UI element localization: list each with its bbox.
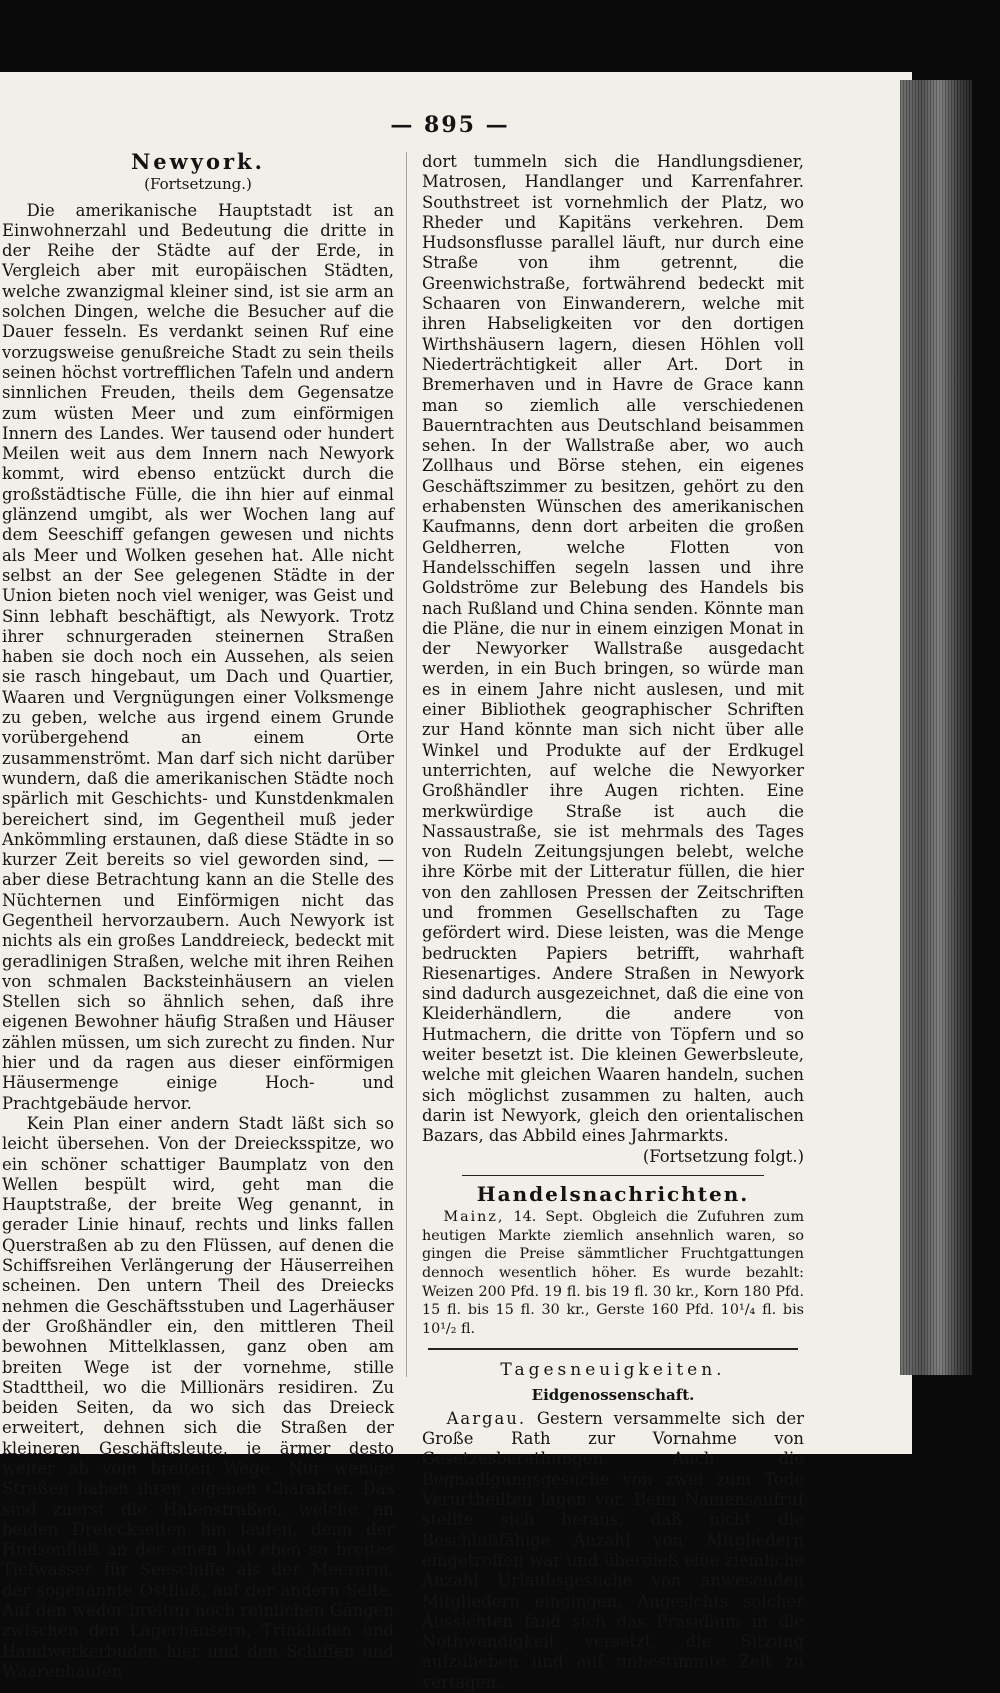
article-continued-note: (Fortsetzung folgt.) <box>642 1146 804 1166</box>
market-news-body <box>422 1208 804 1338</box>
section-rule <box>462 1175 764 1176</box>
market-news-text: 14. Sept. Obgleich die Zufuhren zum heutigen Markte ziemlich ansehnlich waren, so gingen die Preise sämmtlicher Fruchtgattungen dennoch wesentlich höher. Es wurde bezahlt: Weizen 200 Pfd. 19 fl. bis 19 fl. 30 kr., Korn 180 Pfd. 15 fl. bis 15 fl. 30 kr., Gerste 160 Pfd. 10¹/₄ fl. bis 10¹/₂ fl. <box>422 1209 805 1337</box>
daily-news-body <box>422 1409 804 1693</box>
daily-news-subsection: Eidgenossenschaft. <box>531 1385 695 1404</box>
article-paragraph-1: Die amerikanische Hauptstadt ist an Einwohnerzahl und Bedeutung die dritte in der Reihe der Städte auf der Erde, in Vergleich aber mit europäischen Städten, welche zwanzigmal kleiner sind, ist sie arm an solchen Dingen, welche die Besucher auf die Dauer fesseln. Es verdankt seinen Ruf eine vorzugsweise genußreiche Stadt zu sein theils seinen höchst vortrefflichen Tafeln und andern sinnlichen Freuden, theils dem Gegensatze zum wüsten Meer und zum einförmigen Innern des Landes. Wer tausend oder hundert Meilen weit aus dem Innern nach Newyork kommt, wird ebenso entzückt durch die großstädtische Fülle, die ihn hier auf einmal glänzend umgibt, als wer Wochen lang auf dem Seeschiff gefangen gewesen und nichts als Meer und Wolken gesehen hat. Alle nicht selbst an der See gelegenen Städte in der Union bieten noch viel weniger, was Geist und Sinn lebhaft beschäftigt, als Newyork. Trotz ihrer schnurgeraden steinernen Straßen haben sie doch noch ein Aussehen, als seien sie rasch hingebaut, um Dach und Quartier, Waaren und Vergnügungen einer Volksmenge zu geben, welche aus irgend einem Grunde vorübergehend an einem Orte zusammenströmt. Man darf sich nicht darüber wundern, daß die amerikanischen Städte noch spärlich mit Geschichts- und Kunstdenkmalen bereichert sind, im Gegentheil muß jeder Ankömmling erstaunen, daß diese Städte in so kurzer Zeit bereits so viel geworden sind, — aber diese Betrachtung kann an die Stelle des Nüchternen und Einförmigen nicht das Gegentheil hervorzaubern. Auch Newyork ist nichts als ein großes Landdreieck, bedeckt mit geradlinigen Straßen, welche mit ihren Reihen von schmalen Backsteinhäusern an vielen Stellen sich so ähnlich sehen, daß ihre eigenen Bewohner häufig Straßen und Häuser zählen müssen, um sich zurecht zu finden. Nur hier und da ragen aus dieser einförmigen Häusermenge einige Hoch- und Prachtgebäude hervor. <box>2 200 394 1113</box>
daily-news-place: Aargau. <box>446 1408 527 1428</box>
left-column <box>2 149 394 1682</box>
article-paragraph-3: dort tummeln sich die Handlungsdiener, Matrosen, Handlanger und Karrenfahrer. Southstreet ist vornehmlich der Platz, wo Rheder und Kapitäns verkehren. Dem Hudsonsflusse parallel läuft, nur durch eine Straße von ihm getrennt, die Greenwichstraße, fortwährend bedeckt mit Schaaren von Einwanderern, welche mit ihren Habseligkeiten vor den dortigen Wirthshäusern lagern, diesen Höhlen voll Niederträchtigkeit aller Art. Dort in Bremerhaven und in Havre de Grace kann man so ziemlich alle verschiedenen Bauerntrachten aus Deutschland beisammen sehen. In der Wallstraße aber, wo auch Zollhaus und Börse stehen, ein eigenes Geschäftszimmer zu besitzen, gehört zu den erhabensten Wünschen des amerikanischen Kaufmanns, denn dort arbeiten die großen Geldherren, welche Flotten von Handelsschiffen segeln lassen und ihre Goldströme zur Belebung des Handels bis nach Rußland und China senden. Könnte man die Pläne, die nur in einem einzigen Monat in der Newyorker Wallstraße ausgedacht werden, in ein Buch bringen, so würde man es in einem Jahre nicht auslesen, und mit einer Bibliothek geographischer Schriften zur Hand könnte man sich nicht über alle Winkel und Produkte auf der Erdkugel unterrichten, auf welche die Newyorker Großhändler ihre Augen richten. Eine merkwürdige Straße ist auch die Nassaustraße, sie ist mehrmals des Tages von Rudeln Zeitungsjungen belebt, welche ihre Körbe mit der Litteratur füllen, die hier von den zahllosen Pressen der Zeitschriften und frommen Gesellschaften zu Tage gefördert wird. Diese leisten, was die Menge bedruckten Papiers betrifft, wahrhaft Riesenartiges. Andere Straßen in Newyork sind dadurch ausgezeichnet, daß die eine von Kleiderhändlern, die andere von Hutmachern, die dritte von Töpfern und so weiter besetzt ist. Die kleinen Gewerbsleute, welche mit gleichen Waaren handeln, suchen sich möglichst zusammen zu halten, auch darin ist Newyork, gleich den orientalischen Bazars, das Abbild eines Jahrmarkts. <box>422 152 804 1146</box>
right-column <box>422 152 804 1693</box>
column-divider <box>406 152 407 1377</box>
market-news-title: Handelsnachrichten. <box>476 1181 750 1206</box>
daily-news-text: Gestern versammelte sich der Große Rath zur Vornahme von Gesetzesberathungen. Auch die Begnadigungsgesuche von zwei zum Tode Verurtheilten lagen vor. Beim Namensaufruf stellte sich heraus, daß nicht die Beschlußfähige Anzahl von Mitgliedern eingetroffen war und überdieß eine ziemliche Anzahl Urlaubsgesuche von anwesenden Mitgliedern eingingen. Angesichts solcher Aussichten fand sich das Präsidium in die Nothwendigkeit versetzt, die Sitzung aufzuheben und auf unbestimmte Zeit zu vertagen. <box>422 1408 804 1692</box>
article-subtitle: (Fortsetzung.) <box>144 175 252 194</box>
article-paragraph-2: Kein Plan einer andern Stadt läßt sich so leicht übersehen. Von der Dreiecksspitze, wo ein schöner schattiger Baumplatz von den Wellen bespült wird, geht man die Hauptstraße, der breite Weg genannt, in gerader Linie hinauf, rechts und links fallen Querstraßen ab zu den Flüssen, auf denen die Schiffsreihen Verlängerung der Häuserreihen scheinen. Den untern Theil des Dreiecks nehmen die Geschäftsstuben und Lagerhäuser der Großhändler ein, den mittleren Theil bewohnen Mittelklassen, ganz oben am breiten Wege ist der vornehme, stille Stadttheil, wo die Millionärs residiren. Zu beiden Seiten, da wo sich das Dreieck erweitert, dehnen sich die Straßen der kleineren Geschäftsleute, je ärmer desto weiter ab vom breiten Wege. Nur wenige Straßen haben ihren eigenen Charakter. Das sind zuerst die Hafenstraßen, welche an beiden Dreieckseiten hin laufen, denn der Hudsonfluß an der einen hat eben so breites Tiefwasser für Seeschiffe als der Meerarm, der sogenannte Ostfluß, auf der andern Seite. Auf den weder breiten noch reinlichen Gängen zwischen den Lagerhäusern, Trinkläden und Handwerkerbuden hier und den Schiffen und Waarenhaufen <box>2 1113 394 1681</box>
market-news-place: Mainz, <box>443 1209 505 1226</box>
article-title: Newyork. <box>131 149 265 174</box>
section-rule-thick <box>428 1348 798 1350</box>
book-page-edge <box>900 80 972 1375</box>
page-number: — 895 — <box>390 112 510 138</box>
daily-news-title: Tagesneuigkeiten. <box>500 1360 726 1381</box>
